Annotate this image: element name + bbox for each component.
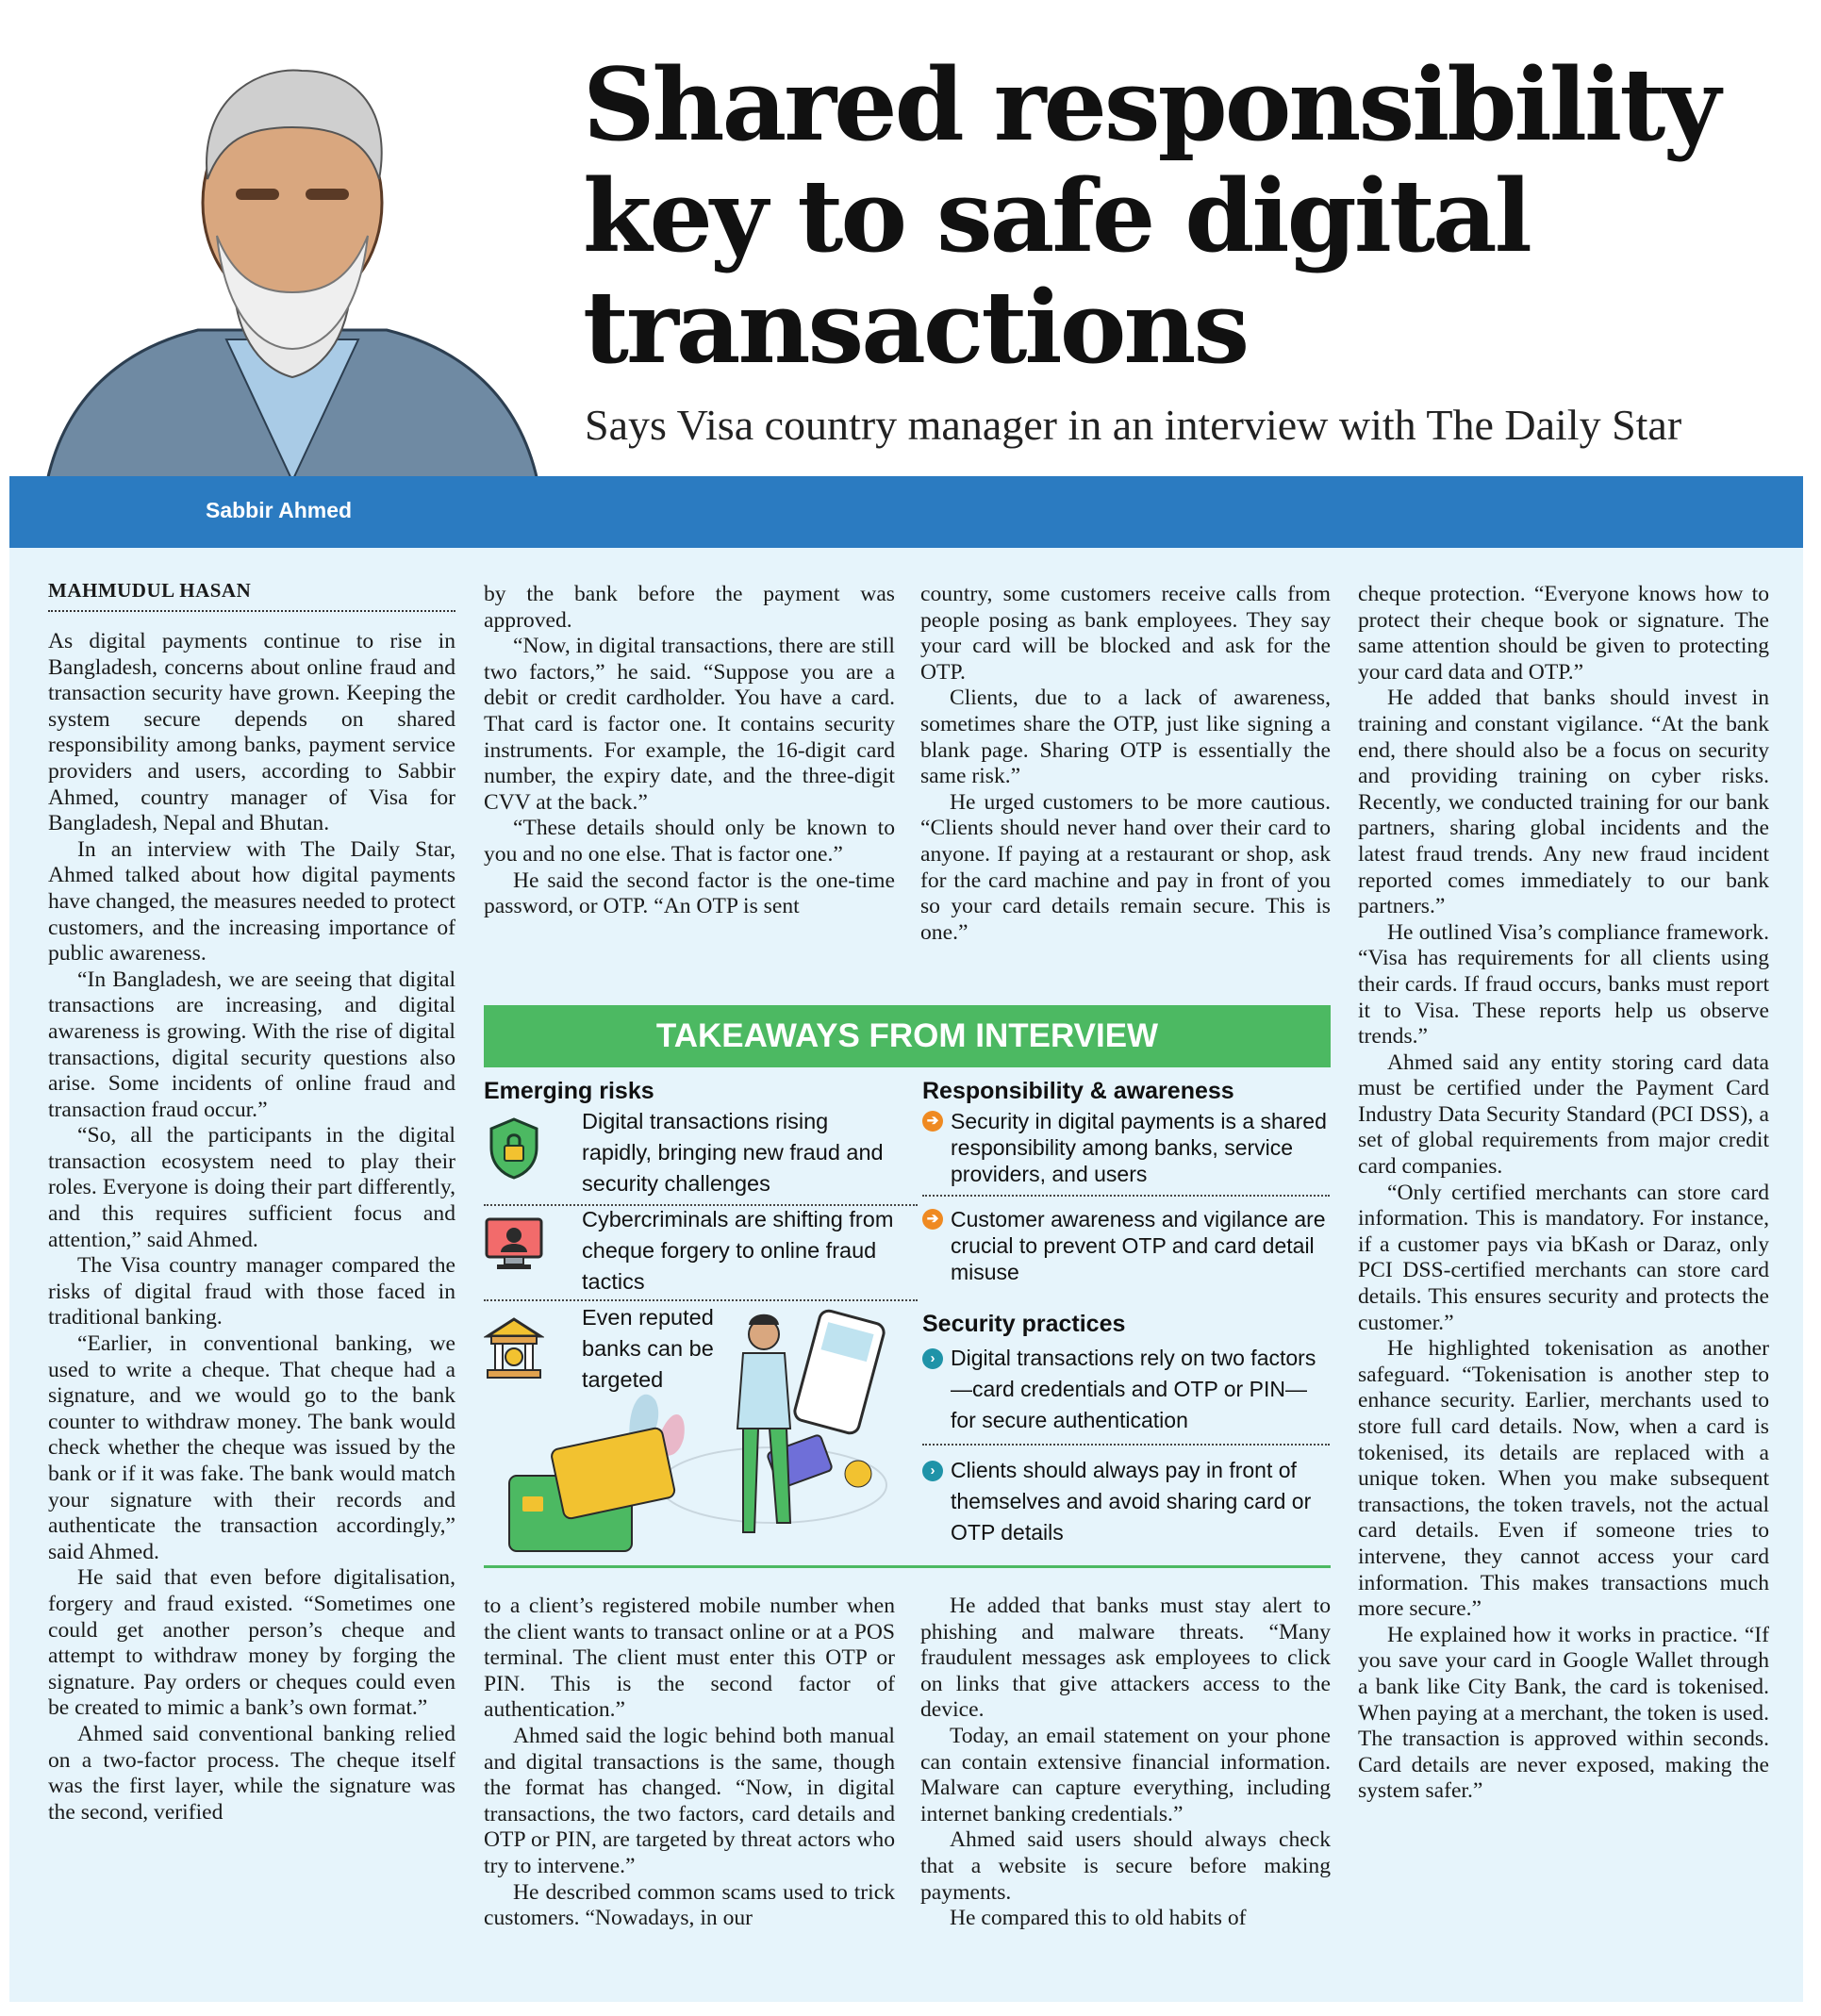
security-practices-heading: Security practices [922,1311,1126,1337]
paragraph: The Visa country manager compared the risks of digital fraud with those faced in traditional banking. [48,1253,455,1330]
column-1 [48,629,455,1826]
chevron-right-icon: › [922,1348,943,1369]
subheadline: Says Visa country manager in an interview with The Daily Star [585,401,1682,449]
photo-caption: Sabbir Ahmed [206,498,353,522]
paragraph: He said the second factor is the one-time password, or OTP. “An OTP is sent [484,868,895,919]
payment-illustration [490,1297,915,1556]
paragraph: Ahmed said conventional banking relied on a two-factor process. The cheque itself was the first layer, while the signature was the second, verified [48,1721,455,1825]
paragraph: “These details should only be known to you and no one else. That is factor one.” [484,816,895,867]
emerging-risk-item: Even reputed banks can be targeted [582,1305,714,1392]
headline-line-2: key to safe digital [583,157,1530,274]
headline-line-3: transactions [583,268,1248,386]
dotted-divider [922,1195,1330,1197]
portrait-illustration [38,38,547,481]
dotted-divider [922,1444,1330,1446]
byline: MAHMUDUL HASAN [48,579,455,612]
paragraph: Ahmed said any entity storing card data must be certified under the Payment Card Industry Data Security Standard (PCI DSS), a set of global requirements from major credit card companies. [1358,1049,1769,1180]
hacker-monitor-icon [484,1215,544,1273]
paragraph: He added that banks should invest in training and constant vigilance. “At the bank end, there should also be a focus on security and providing training on cyber risks. Recently, we conducted training for our bank partners, sharing global incidents and the latest fraud trends. Any new fraud incident reported comes immediately to our bank partners.” [1358,686,1769,919]
headline-line-1: Shared responsibility [583,45,1718,163]
paragraph: Ahmed said the logic behind both manual and digital transactions is the same, though the format has changed. “Now, in digital transactions, the two factors, card details and OTP or PIN, are targeted by threat actors who try to intervene.” [484,1723,895,1878]
paragraph: Today, an email statement on your phone can contain extensive financial information. Malware can capture everything, including internet banking credentials.” [920,1723,1331,1826]
emerging-risks-heading: Emerging risks [484,1078,654,1104]
paragraph: In an interview with The Daily Star, Ahmed talked about how digital payments have changed, the measures needed to protect customers, and the increasing importance of public awareness. [48,836,455,967]
shield-lock-icon [486,1115,542,1182]
paragraph: country, some customers receive calls from people posing as bank employees. They say your card will be blocked and ask for the OTP. [920,582,1331,685]
paragraph: He highlighted tokenisation as another safeguard. “Tokenisation is another step to enhance security. Earlier, merchants used to store full card details. Now, when a card is tokenised, its details are replaced with a unique token. When you make subsequent transactions, the token travels, not the actual card details. Even if someone tries to intervene, they cannot access your card information. This makes transactions much more secure.” [1358,1336,1769,1622]
paragraph: “In Bangladesh, we are seeing that digital transactions are increasing, and digital awareness is growing. With the rise of digital transactions, digital security questions also arise. Some incidents of online fraud and transaction fraud occur.” [48,967,455,1122]
security-list [922,1343,1330,1548]
column-3-top [920,582,1331,946]
responsibility-heading: Responsibility & awareness [922,1078,1234,1104]
paragraph: He said that even before digitalisation, forgery and fraud existed. “Sometimes one could get another person’s cheque and attempt to withdraw money by forging the signature. Pay orders or cheques could even be created to mimic a bank’s own format.” [48,1565,455,1721]
emerging-risk-item: Digital transactions rising rapidly, bringing new fraud and security challenges [582,1109,884,1196]
responsibility-item: ➔ Security in digital payments is a shared responsibility among banks, service providers, and users [922,1108,1330,1187]
chevron-right-icon: › [922,1461,943,1481]
arrow-right-icon: ➔ [922,1209,943,1230]
paragraph: He added that banks must stay alert to phishing and malware threats. “Many fraudulent messages ask employees to click on links that give attackers access to the device. [920,1594,1331,1723]
paragraph: He urged customers to be more cautious. “Clients should never hand over their card to anyone. If paying at a restaurant or shop, ask for the card machine and pay in front of you so your card details remain secure. This is one.” [920,789,1331,945]
paragraph: He described common scams used to trick customers. “Nowadays, in our [484,1879,895,1931]
paragraph: “Earlier, in conventional banking, we used to write a cheque. That cheque had a signature, and we would go to the bank counter to withdraw money. The bank would check whether the cheque was issued by the bank or if it was fake. The bank would match your signature with their records and authenticate the transaction accordingly,” said Ahmed. [48,1331,455,1564]
paragraph: He explained how it works in practice. “If you save your card in Google Wallet through a bank like City Bank, the card is tokenised. When paying at a merchant, the token is used. The transaction is approved within seconds. Card details are never exposed, making the system safer.” [1358,1622,1769,1804]
responsibility-item: ➔ Customer awareness and vigilance are crucial to prevent OTP and card detail misuse [922,1206,1330,1285]
responsibility-list [922,1108,1330,1285]
paragraph: Ahmed said users should always check that a website is secure before making payments. [920,1827,1331,1905]
security-item: › Clients should always pay in front of themselves and avoid sharing card or OTP details [922,1455,1330,1548]
paragraph: As digital payments continue to rise in Bangladesh, concerns about online fraud and transaction security have grown. Keeping the system secure depends on shared responsibility among banks, payment service providers and users, according to Sabbir Ahmed, country manager of Visa for Bangladesh, Nepal and Bhutan. [48,629,455,836]
paragraph: to a client’s registered mobile number when the client wants to transact online or at a POS terminal. The client must enter this OTP or PIN. This is the second factor of authentication.” [484,1594,895,1723]
column-4 [1358,582,1769,1805]
paragraph: “So, all the participants in the digital transaction ecosystem need to play their roles. Everyone is doing their part differently, and this requires sufficient focus and attention,” said Ahmed. [48,1123,455,1252]
paragraph: “Only certified merchants can store card information. This is mandatory. For instance, if a customer pays via bKash or Daraz, only PCI DSS-certified merchants can store card details. This ensures security and protects the customer.” [1358,1180,1769,1335]
column-2-top [484,582,895,920]
takeaways-title: TAKEAWAYS FROM INTERVIEW [484,1005,1331,1067]
paragraph: by the bank before the payment was approved. [484,582,895,633]
paragraph: Clients, due to a lack of awareness, sometimes share the OTP, just like signing a blank page. Sharing OTP is essentially the same risk.” [920,686,1331,789]
paragraph: He outlined Visa’s compliance framework. “Visa has requirements for all clients using their cards. If fraud occurs, banks must report it to Visa. These reports help us observe trends.” [1358,919,1769,1049]
column-2-bottom [484,1594,895,1932]
paragraph: “Now, in digital transactions, there are still two factors,” he said. “Suppose you are a debit or credit cardholder. You have a card. That card is factor one. It contains security instruments. For example, the 16-digit card number, the expiry date, and the three-digit CVV at the back.” [484,634,895,815]
paragraph: He compared this to old habits of [950,1906,1247,1931]
arrow-right-icon: ➔ [922,1111,943,1132]
headline [583,45,1799,386]
emerging-risk-item: Cybercriminals are shifting from cheque forgery to online fraud tactics [582,1207,894,1294]
takeaways-bottom-rule [484,1565,1331,1568]
security-item: › Digital transactions rely on two factors—card credentials and OTP or PIN—for secure authentication [922,1343,1330,1436]
paragraph: cheque protection. “Everyone knows how to protect their cheque book or signature. The same attention should be given to protecting your card data and OTP.” [1358,582,1769,685]
column-3-bottom [920,1594,1331,1932]
